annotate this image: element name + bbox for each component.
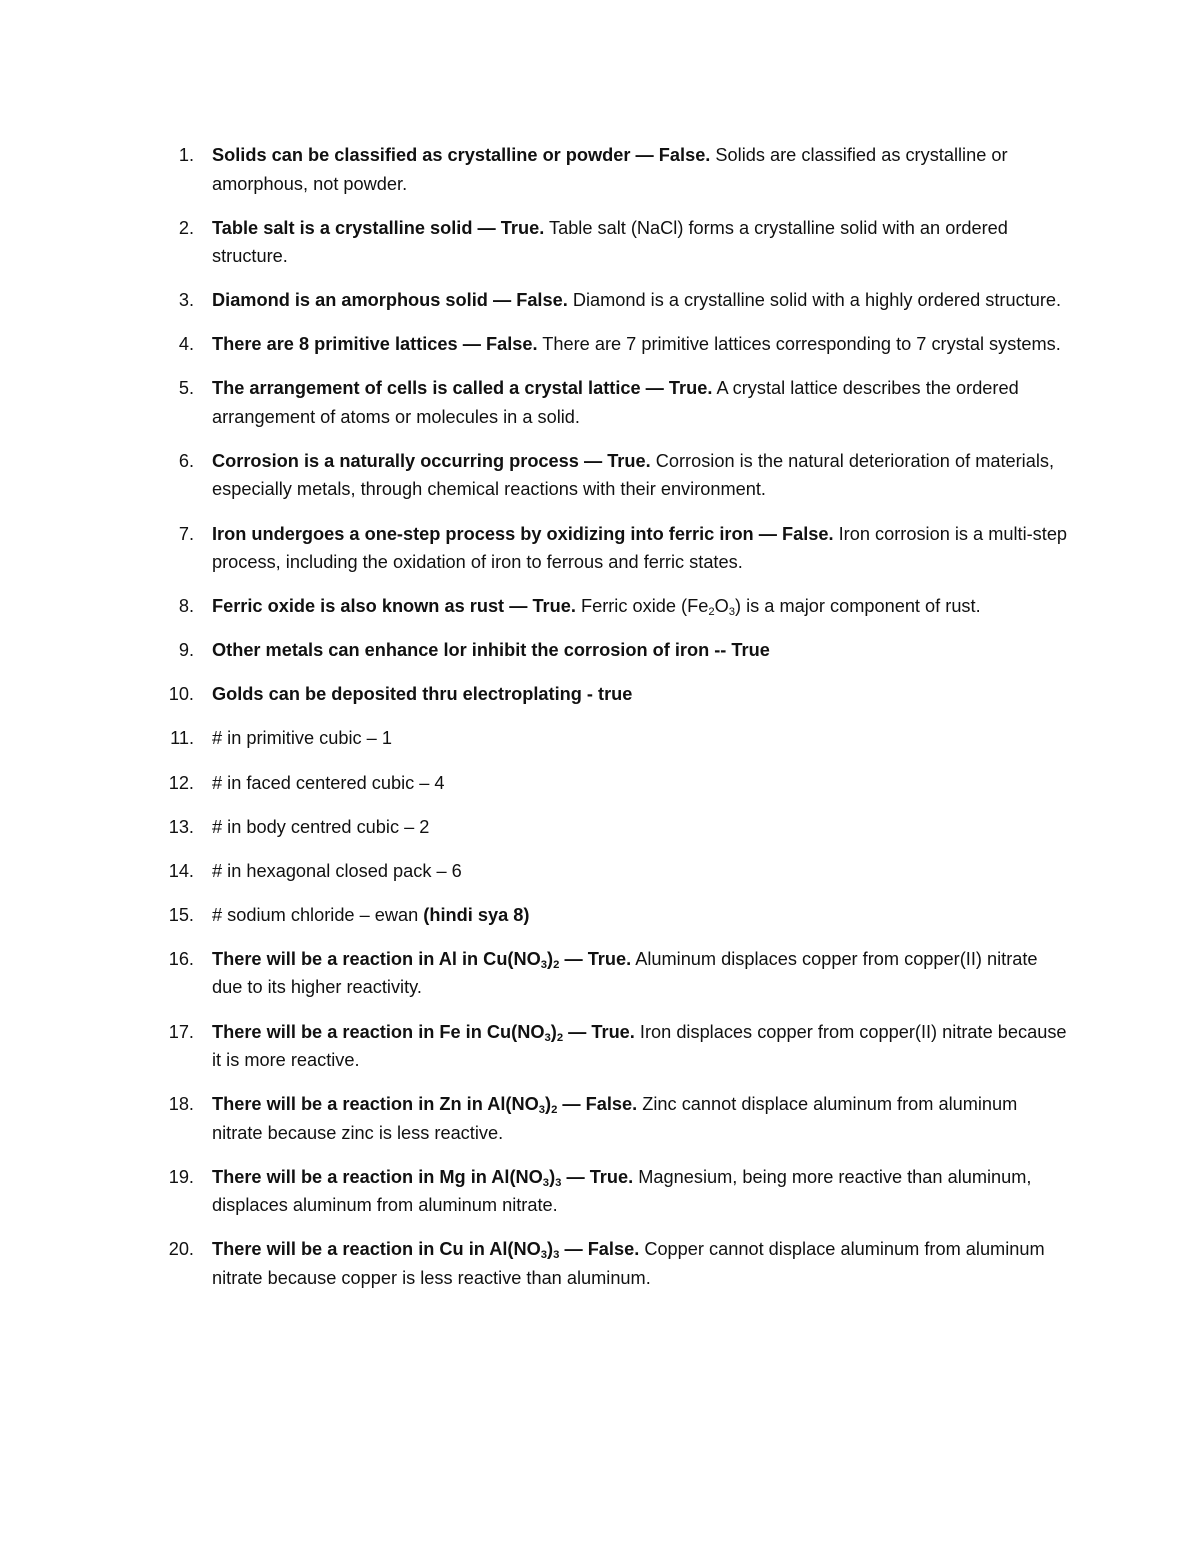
item-separator: —: [509, 596, 528, 617]
item-verdict: True.: [532, 596, 576, 617]
list-item-10: [0, 680, 1200, 709]
subscript: 3: [728, 605, 735, 618]
item-verdict: True.: [591, 1021, 635, 1042]
item-number: 11.: [170, 728, 194, 749]
item-number: 1.: [178, 145, 194, 165]
item-explanation: Solids are classified as crystalline or amorphous, not powder.: [212, 145, 1008, 194]
item-explanation: Aluminum displaces copper from copper(II) nitrate due to its higher reactivity.: [212, 948, 1038, 998]
item-statement: Table salt is a crystalline solid: [212, 217, 473, 238]
item-separator: —: [564, 948, 583, 969]
list-item-19: [0, 1163, 1200, 1220]
statement-pre: There will be a reaction in Zn in Al(NO: [212, 1094, 539, 1115]
item-verdict: True.: [589, 1166, 634, 1187]
item-explanation: There are 7 primitive lattices corresponding to 7 crystal systems.: [542, 334, 1061, 355]
subscript: 3: [555, 1176, 562, 1189]
list-item-12: [0, 769, 1200, 798]
list-item-13: [0, 813, 1200, 842]
list-item-6: [0, 447, 1200, 504]
list-item-3: [0, 286, 1200, 315]
item-verdict: False.: [485, 334, 538, 355]
item-number: 13.: [168, 816, 194, 837]
item-separator: —: [492, 290, 512, 311]
statement-pre: There will be a reaction in Fe in Cu(NO: [212, 1021, 545, 1042]
item-separator: —: [758, 523, 777, 544]
item-verdict: True.: [500, 217, 545, 238]
item-explanation: Copper cannot displace aluminum from aluminum nitrate because copper is less reactive than aluminum.: [212, 1239, 1045, 1288]
item-statement: [212, 1239, 560, 1262]
item-explanation: Corrosion is the natural deterioration of materials, especially metals, through chemical reactions with their environment.: [212, 450, 1055, 500]
item-number: 7.: [178, 523, 194, 544]
subscript: 2: [551, 1103, 558, 1116]
item-verdict: False.: [585, 1094, 638, 1115]
item-text: # in hexagonal closed pack – 6: [212, 860, 462, 881]
item-separator: —: [583, 450, 603, 471]
item-number: 16.: [168, 948, 194, 969]
statement-mid: ): [549, 1166, 556, 1187]
item-statement: Other metals can enhance lor inhibit the corrosion of iron -- True: [212, 640, 770, 661]
item-statement: [212, 1094, 557, 1114]
item-explanation: [581, 596, 981, 616]
subscript: 3: [553, 1249, 560, 1262]
subscript: 3: [542, 1176, 550, 1189]
list-item-1: [0, 141, 1200, 198]
item-number: 4.: [178, 334, 194, 355]
item-number: 14.: [168, 860, 194, 881]
item-number: 19.: [168, 1166, 194, 1187]
subscript: 2: [553, 958, 560, 971]
item-number: 10.: [168, 684, 194, 705]
item-number: 20.: [168, 1239, 194, 1260]
list-item-5: [0, 374, 1200, 431]
item-separator: —: [635, 145, 654, 165]
list-item-4: [0, 330, 1200, 359]
explanation-post: ) is a major component of rust.: [735, 596, 981, 617]
list-item-17: [0, 1018, 1200, 1075]
list-item-16: [0, 945, 1200, 1002]
list-item-11: [0, 724, 1200, 753]
item-number: 8.: [178, 596, 194, 617]
item-explanation: Table salt (NaCl) forms a crystalline solid with an ordered structure.: [212, 217, 1008, 267]
list-item-14: [0, 857, 1200, 886]
statement-mid: ): [547, 948, 554, 969]
item-text: # in primitive cubic – 1: [212, 728, 392, 749]
item-verdict: True.: [607, 450, 651, 471]
subscript: 3: [538, 1103, 546, 1116]
item-text: # in faced centered cubic – 4: [212, 772, 445, 793]
list-item-18: [0, 1090, 1200, 1147]
item-statement: Solids can be classified as crystalline or powder: [212, 145, 631, 165]
item-statement: Golds can be deposited thru electroplating - true: [212, 684, 633, 705]
item-statement: Iron undergoes a one-step process by oxidizing into ferric iron: [212, 523, 754, 544]
item-number: 2.: [178, 217, 194, 238]
item-explanation: Iron displaces copper from copper(II) nitrate because it is more reactive.: [212, 1021, 1067, 1070]
item-explanation: Magnesium, being more reactive than aluminum, displaces aluminum from aluminum nitrate.: [212, 1166, 1032, 1216]
item-text: # sodium chloride – ewan: [212, 904, 424, 925]
list-item-15: [0, 901, 1200, 930]
statement-pre: There will be a reaction in Al in Cu(NO: [212, 948, 541, 969]
item-number: 17.: [168, 1021, 194, 1042]
statement-pre: There will be a reaction in Cu in Al(NO: [212, 1239, 541, 1260]
statement-mid: ): [547, 1239, 554, 1260]
item-explanation: Iron corrosion is a multi-step process, including the oxidation of iron to ferrous and ferric states.: [212, 523, 1068, 573]
item-statement: Diamond is an amorphous solid: [212, 290, 488, 311]
item-verdict: True.: [668, 378, 713, 399]
item-statement: [212, 949, 559, 969]
explanation-mid: O: [714, 596, 729, 617]
explanation-pre: Ferric oxide (Fe: [580, 596, 709, 617]
item-number: 15.: [168, 904, 194, 925]
subscript: 3: [544, 1031, 551, 1044]
item-explanation: Diamond is a crystalline solid with a highly ordered structure.: [572, 290, 1062, 311]
item-verdict: False.: [587, 1239, 640, 1260]
item-verdict: False.: [781, 523, 834, 544]
item-statement: The arrangement of cells is called a crystal lattice: [212, 378, 641, 399]
item-statement: [212, 1022, 563, 1042]
item-explanation: A crystal lattice describes the ordered arrangement of atoms or molecules in a solid.: [212, 378, 1019, 427]
item-text-bold: (hindi sya 8): [423, 904, 530, 925]
item-verdict: False.: [516, 290, 568, 311]
item-separator: —: [566, 1166, 585, 1187]
item-number: 18.: [168, 1094, 194, 1115]
item-separator: —: [645, 378, 664, 399]
statement-mid: ): [550, 1021, 557, 1042]
item-explanation: Zinc cannot displace aluminum from aluminum nitrate because zinc is less reactive.: [212, 1094, 1018, 1143]
item-number: 6.: [178, 450, 194, 471]
item-statement: There are 8 primitive lattices: [212, 334, 458, 355]
item-separator: —: [462, 334, 481, 355]
list-item-7: [0, 520, 1200, 577]
item-statement: Corrosion is a naturally occurring process: [212, 450, 579, 471]
item-statement: Ferric oxide is also known as rust: [212, 596, 505, 617]
item-verdict: True.: [587, 948, 632, 969]
list-item-2: [0, 214, 1200, 271]
subscript: 2: [708, 605, 715, 618]
list-item-8: [0, 592, 1200, 621]
item-number: 12.: [168, 772, 194, 793]
subscript: 2: [556, 1031, 564, 1044]
item-separator: —: [562, 1094, 581, 1115]
subscript: 3: [540, 1249, 548, 1262]
item-verdict: False.: [658, 145, 711, 165]
item-number: 5.: [178, 378, 194, 399]
subscript: 3: [540, 958, 548, 971]
numbered-list: [0, 141, 1200, 1308]
statement-pre: There will be a reaction in Mg in Al(NO: [212, 1166, 543, 1187]
statement-mid: ): [545, 1094, 552, 1115]
item-number: 9.: [178, 640, 194, 661]
item-separator: —: [564, 1239, 583, 1260]
item-separator: —: [477, 217, 496, 238]
item-statement: [212, 1167, 561, 1187]
list-item-9: [0, 636, 1200, 665]
item-separator: —: [568, 1021, 587, 1042]
item-text: # in body centred cubic – 2: [212, 816, 430, 837]
item-number: 3.: [178, 290, 194, 311]
list-item-20: [0, 1235, 1200, 1292]
